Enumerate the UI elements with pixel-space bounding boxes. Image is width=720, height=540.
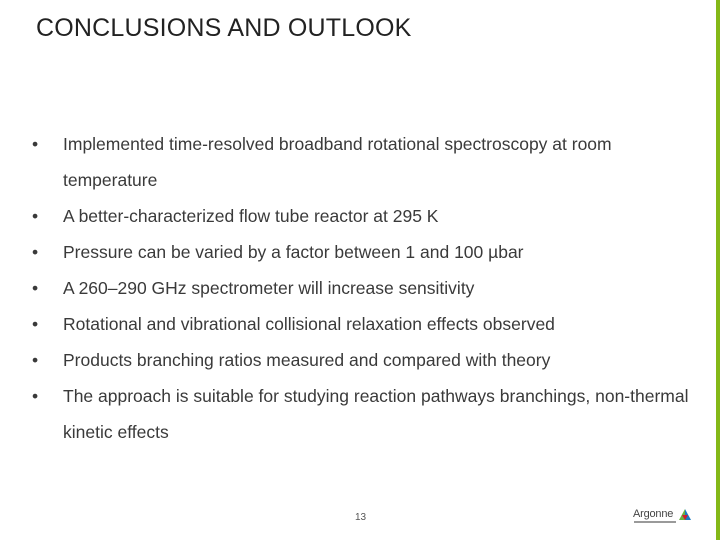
bullet-dot: • xyxy=(32,314,39,334)
bullet-dot: • xyxy=(32,386,39,406)
bullet-item xyxy=(30,378,710,450)
logo-wordmark: Argonne xyxy=(633,508,674,520)
bullet-dot: • xyxy=(32,350,39,370)
logo-subline xyxy=(634,521,676,523)
bullet-text: Pressure can be varied by a factor between 1 and 100 µbar xyxy=(63,242,524,262)
bullet-item xyxy=(30,306,710,342)
bullet-dot: • xyxy=(32,206,39,226)
slide-title: CONCLUSIONS AND OUTLOOK xyxy=(36,14,412,42)
bullet-list xyxy=(30,126,710,450)
bullet-text: A better-characterized flow tube reactor at 295 K xyxy=(63,206,439,226)
bullet-text: Implemented time-resolved broadband rotational spectroscopy at room temperature xyxy=(63,134,612,190)
bullet-dot: • xyxy=(32,134,39,154)
bullet-dot: • xyxy=(32,278,39,298)
bullet-text: A 260–290 GHz spectrometer will increase sensitivity xyxy=(63,278,475,298)
argonne-logo xyxy=(633,508,693,528)
bullet-text: The approach is suitable for studying reaction pathways branchings, non-thermal kinetic effects xyxy=(63,386,689,442)
bullet-item xyxy=(30,234,710,270)
bullet-item xyxy=(30,198,710,234)
accent-side-bar xyxy=(716,0,720,540)
bullet-item xyxy=(30,126,710,198)
page-number: 13 xyxy=(355,512,367,523)
bullet-text: Rotational and vibrational collisional relaxation effects observed xyxy=(63,314,555,334)
bullet-text: Products branching ratios measured and compared with theory xyxy=(63,350,551,370)
bullet-item xyxy=(30,342,710,378)
bullet-item xyxy=(30,270,710,306)
bullet-dot: • xyxy=(32,242,39,262)
argonne-triangle-icon xyxy=(679,509,691,521)
